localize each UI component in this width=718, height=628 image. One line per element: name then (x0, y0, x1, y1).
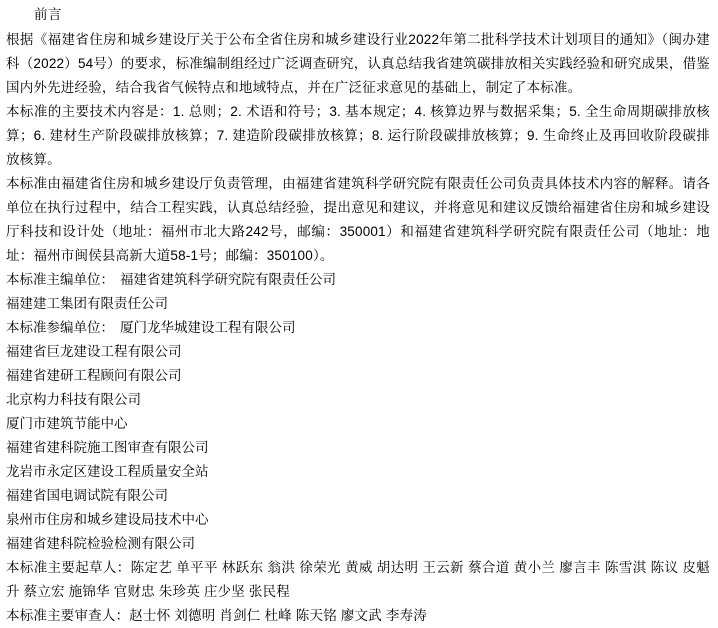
chief-editor-label: 本标准主编单位： (6, 272, 114, 287)
participant-unit-1: 福建省巨龙建设工程有限公司 (6, 344, 182, 359)
paragraph-administration: 本标准由福建省住房和城乡建设厅负责管理，由福建省建筑科学研究院有限责任公司负责具体技术内容的解释。请各单位在执行过程中，结合工程实践，认真总结经验，提出意见和建议，并将意见和建议反馈给福建省住房和城乡建设厅科技和设计处（地址：福州市北大路242号，邮编：350001）和福建省建筑科学研究院有限责任公司（地址：地址：福州市闽侯县高新大道58-1号；邮编：350100）。 (6, 176, 710, 263)
paragraph-background: 根据《福建省住房和城乡建设厅关于公布全省住房和城乡建设行业2022年第二批科学技术计划项目的通知》（闽办建科（2022）54号）的要求，标准编制组经过广泛调查研究，认真总结我省建筑碳排放相关实践经验和研究成果，借鉴国内外先进经验，结合我省气候特点和地域特点，并在广泛征求意见的基础上，制定了本标准。 (6, 32, 710, 95)
participant-unit-3: 北京构力科技有限公司 (6, 392, 141, 407)
participant-unit-6: 龙岩市永定区建设工程质量安全站 (6, 464, 209, 479)
participant-row (6, 316, 710, 340)
chief-editor-unit-1: 福建建工集团有限责任公司 (6, 296, 168, 311)
participant-unit-9: 福建省建科院检验检测有限公司 (6, 536, 195, 551)
chief-editor-row (6, 268, 710, 292)
participant-label: 本标准参编单位： (6, 320, 114, 335)
participant-unit-5: 福建省建科院施工图审查有限公司 (6, 440, 209, 455)
participant-unit-7: 福建省国电调试院有限公司 (6, 488, 168, 503)
participant-unit-4: 厦门市建筑节能中心 (6, 416, 128, 431)
paragraph-reviewers: 本标准主要审查人：赵士怀 刘德明 肖剑仁 杜峰 陈天铭 廖文武 李寿涛 (6, 608, 428, 623)
participant-unit-0: 厦门龙华城建设工程有限公司 (120, 320, 296, 335)
page-title: 前言 (34, 7, 62, 22)
paragraph-contents: 本标准的主要技术内容是：1. 总则；2. 术语和符号；3. 基本规定；4. 核算边界与数据采集；5. 全生命周期碳排放核算；6. 建材生产阶段碳排放核算；7. 建造阶段碳排放核算；8. 运行阶段碳排放核算；9. 生命终止及再回收阶段碳排放核算。 (6, 104, 710, 167)
paragraph-drafters: 本标准主要起草人：陈定艺 单平平 林跃东 翁洪 徐荣光 黄威 胡达明 王云新 蔡合道 黄小兰 廖言丰 陈雪淇 陈议 皮魁升 蔡立宏 施锦华 官财忠 朱珍英 庄少坚 张民程 (6, 560, 710, 599)
participant-unit-8: 泉州市住房和城乡建设局技术中心 (6, 512, 209, 527)
chief-editor-unit-0: 福建省建筑科学研究院有限责任公司 (120, 272, 336, 287)
participant-unit-2: 福建省建研工程顾问有限公司 (6, 368, 182, 383)
